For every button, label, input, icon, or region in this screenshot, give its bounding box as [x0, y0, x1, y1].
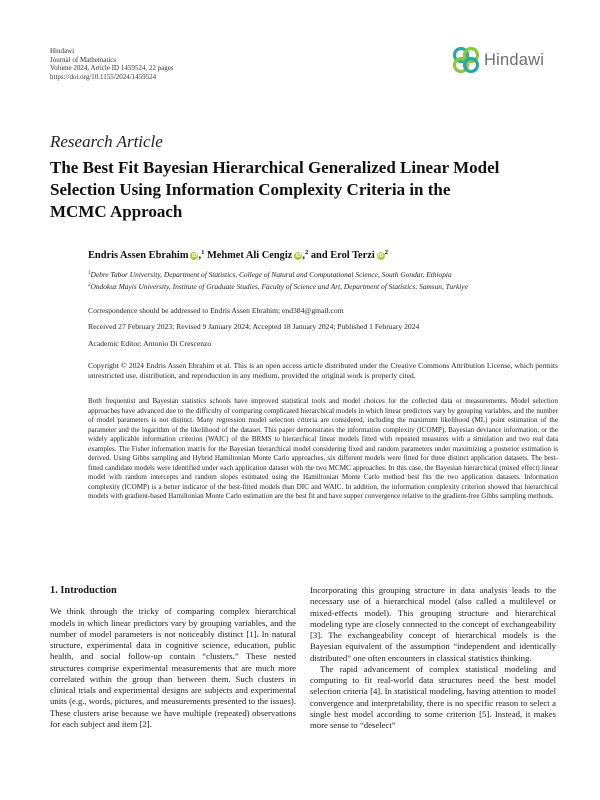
article-dates: Received 27 February 2023; Revised 9 January 2024; Accepted 18 January 2024; Published 1 February 2024 — [88, 322, 420, 331]
journal-name: Journal of Mathematics — [50, 55, 117, 64]
orcid-icon[interactable]: iD — [378, 253, 384, 259]
hindawi-logo — [451, 43, 561, 77]
affil-mark: 2 — [384, 249, 389, 256]
article-title — [50, 157, 550, 223]
body-column-left — [50, 585, 296, 730]
affil-mark: 1 — [201, 249, 205, 256]
title-line: MCMC Approach — [50, 202, 183, 221]
publisher-name: Hindawi — [50, 47, 75, 55]
orcid-icon[interactable]: iD — [295, 253, 302, 259]
title-line: The Best Fit Bayesian Hierarchical Generalized Linear Model — [50, 158, 500, 177]
logo-wordmark: Hindawi — [484, 50, 545, 69]
paragraph: Incorporating this grouping structure in data analysis leads to the necessary use of a hierarchical model (also called a multilevel or mixed-effects model). This grouping structure and hierarchical modeling type are closely connected to the concept of exchangeability [3]. The exchangeability concept of hierarchical models is the Bayesian equivalent of the assumption “independent and identically distributed” one often encounters in classical statistics thinking. — [310, 585, 556, 663]
hindawi-logo-icon — [451, 45, 481, 75]
affiliation: $^1$Debre Tabor University, Department of Statistics, College of Natural and Computational Science, South Gondar, Ethiopia — [88, 270, 452, 279]
title-line: Selection Using Information Complexity Criteria in the — [50, 180, 451, 199]
academic-editor: Academic Editor: Antonio Di Crescenzo — [88, 339, 212, 348]
doi-link[interactable]: https://doi.org/10.1155/2024/1459524 — [50, 72, 157, 81]
paragraph: The rapid advancement of complex statistical modeling and computing to fit real-world data structures need the best model selection criteria [4]. In statistical modeling, having attention to model convergence and interpretability, there is no specific reason to select a single best model according to some criterion [5]. Instead, it makes more sense to “deselect” — [310, 663, 556, 730]
body-column-right — [310, 585, 556, 731]
affil-mark: 2 — [304, 249, 309, 256]
article-type: Research Article — [50, 132, 163, 151]
affiliations — [88, 268, 568, 292]
journal-meta — [50, 47, 174, 81]
volume-line: Volume 2024, Article ID 1459524, 22 pages — [50, 64, 174, 73]
author-name: Endris Assen Ebrahim — [88, 250, 189, 261]
and-word: and — [310, 250, 328, 261]
orcid-icon[interactable]: iD — [191, 253, 198, 259]
abstract: Both frequentist and Bayesian statistics schools have improved statistical tools and model choices for the collected data or measurements. Model selection approaches have advanced due to the difficulty of comparing complicated hierarchical models in which linear predictors vary by grouping variables, and the number of model parameters is not distinct. Many regression model selection criteria are considered, including the maximum likelihood (ML) point estimation of the parameter and the logarithm of the likelihood of the dataset. This paper demonstrates the information complexity (ICOMP), Bayesian deviance information, or the widely applicable information criterion (WAIC) of the BRMS to hierarchical linear models fitted with repeated measures with a simulation and two real data examples. The Fisher information matrix for the Bayesian hierarchical model considering fixed and random parameters under maximizing a posterior estimation is derived. Using Gibbs sampling and Hybrid Hamiltonian Monte Carlo approaches, six different models were fitted for three distinct application datasets. The best-fitted candidate models were identified under each application dataset with the two MCMC approaches. In this case, the Bayesian hierarchical (mixed effect) linear model with random intercepts and random slopes estimated using the Hamiltonian Monte Carlo method best fits the two application datasets. Information complexity (ICOMP) is a better indicator of the best-fitted models than DIC and WAIC. In addition, the information complexity criterion showed that hierarchical models with gradient-based Hamiltonian Monte Carlo estimation are the best fit and have supper convergence relative to the gradient-free Gibbs sampling methods. — [88, 397, 558, 501]
author-name: Erol Terzi — [330, 250, 375, 261]
copyright-notice: Copyright © 2024 Endris Assen Ebrahim et al. This is an open access article distributed under the Creative Commons Attribution License, which permits unrestricted use, distribution, and reproduction in any medium, provided the original work is properly cited. — [88, 361, 558, 380]
correspondence: Correspondence should be addressed to Endris Assen Ebrahim; end384@gmail.com — [88, 306, 344, 315]
affiliation: $^2$Ondokuz Mayis University, Institute of Graduate Studies, Faculty of Science and Art, Department of Statistics, Samsun, Turkiye — [88, 282, 468, 291]
paragraph: We think through the tricky of comparing complex hierarchical models in which linear predictors vary by grouping variables, and the number of model parameters is not noticeably distinct [1]. In natural structure, experimental data in cognitive science, education, public health, and social follow-up contain “clusters.” These nested structures comprise experimental measurements that are much more correlated within the group than between them. Such clusters in clinical trials and experimental designs are subjects and experimental units (e.g., words, pictures, and measurements presented to the issues). These clusters arise because we have multiple (repeated) observations for each subject and item [2]. — [50, 606, 296, 729]
author-name: Mehmet Ali Cengiz — [206, 250, 293, 261]
section-heading: 1. Introduction — [50, 585, 117, 596]
author-list: Endris Assen Ebrahim iD,$^1$ Mehmet Ali Cengiz iD,$^2$ and Erol Terzi $iD^2$ — [88, 249, 389, 261]
